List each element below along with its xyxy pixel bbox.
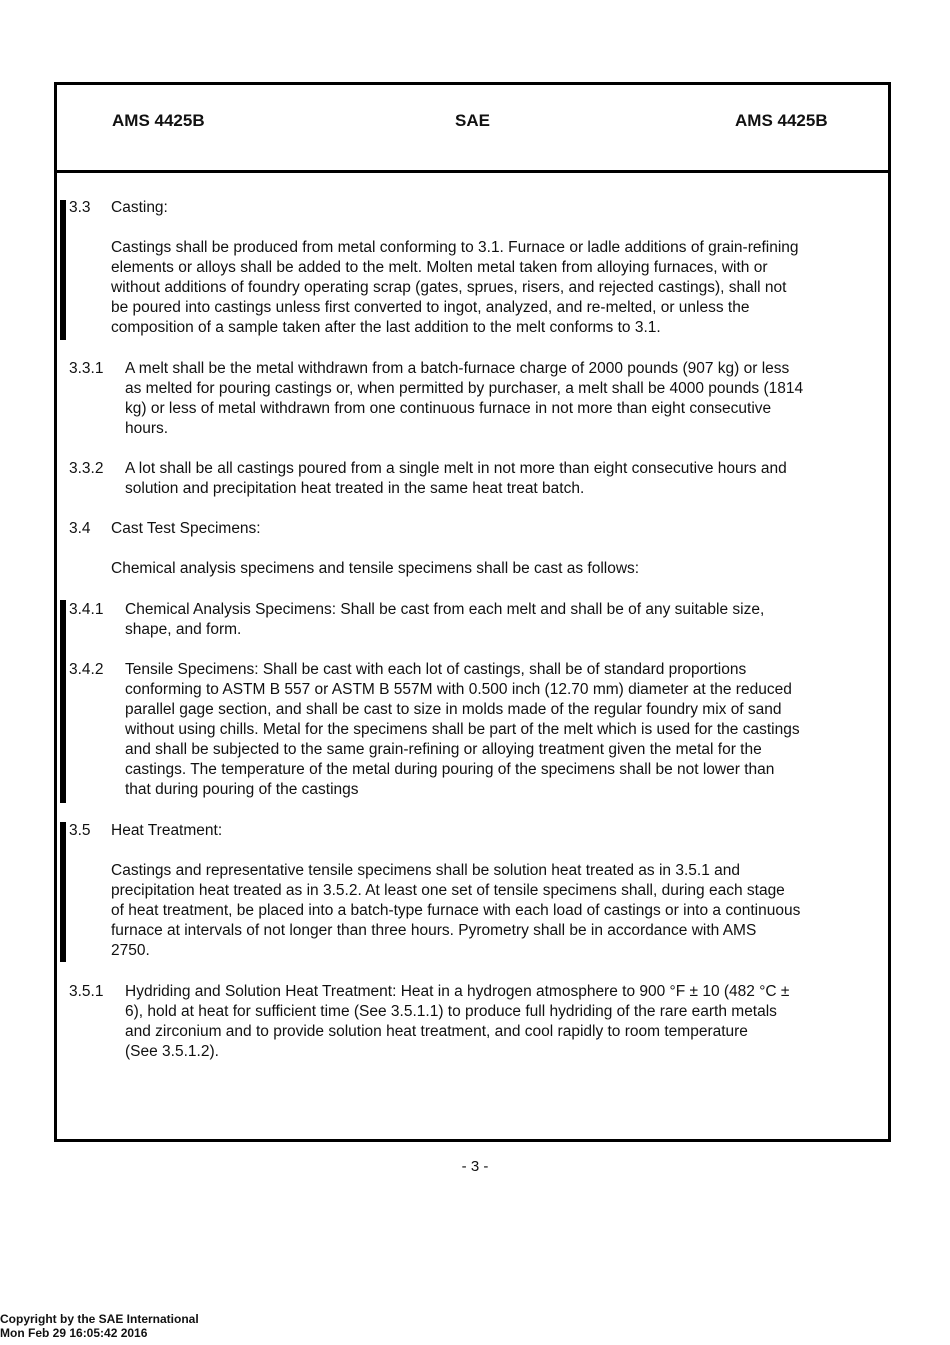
paragraph-line: A lot shall be all castings poured from a single melt in not more than eight consecutive hours and [125,460,787,477]
section-number: 3.4.1 [69,601,104,618]
paragraph-line: Castings shall be produced from metal conforming to 3.1. Furnace or ladle additions of grain-refining [111,239,799,256]
paragraph-line: and shall be subjected to the same grain-refining or alloying treatment given the metal for the [125,741,762,758]
paragraph-line: (See 3.5.1.2). [125,1043,219,1060]
paragraph-line: 6), hold at heat for sufficient time (See 3.5.1.1) to produce full hydriding of the rare earth metals [125,1003,777,1020]
copyright-text: Copyright by the SAE International [0,1312,199,1326]
header-doc-id-right: AMS 4425B [735,111,828,130]
paragraph-line: conforming to ASTM B 557 or ASTM B 557M with 0.500 inch (12.70 mm) diameter at the reduced [125,681,792,698]
paragraph-line: composition of a sample taken after the last addition to the melt conforms to 3.1. [111,319,661,336]
copyright-notice [0,1312,199,1340]
paragraph-line: of heat treatment, be placed into a batch-type furnace with each load of castings or into a continuous [111,902,801,919]
paragraph-line: A melt shall be the metal withdrawn from a batch-furnace charge of 2000 pounds (907 kg) or less [125,360,790,377]
header-doc-id-left: AMS 4425B [112,111,205,130]
section-number: 3.4.2 [69,661,104,678]
paragraph-line: Chemical Analysis Specimens: Shall be cast from each melt and shall be of any suitable size, [125,601,765,618]
paragraph-line: Chemical analysis specimens and tensile specimens shall be cast as follows: [111,560,640,577]
paragraph-line: Castings and representative tensile specimens shall be solution heat treated as in 3.5.1 and [111,862,740,879]
section-number: 3.3.2 [69,460,104,477]
paragraph-line: castings. The temperature of the metal during pouring of the specimens shall be not lower than [125,761,775,778]
revision-bar [60,600,66,803]
paragraph-line: Hydriding and Solution Heat Treatment: Heat in a hydrogen atmosphere to 900 °F ± 10 (482 °C ± [125,983,790,1000]
paragraph-line: as melted for pouring castings or, when permitted by purchaser, a melt shall be 4000 pounds (1814 [125,380,804,397]
section-title: Cast Test Specimens: [111,520,261,537]
page-number: - 3 - [461,1158,489,1175]
paragraph-line: without additions of foundry operating scrap (gates, sprues, risers, and rejected castings), shall not [111,279,787,296]
paragraph-line: hours. [125,420,169,437]
paragraph-line: furnace at intervals of not longer than three hours. Pyrometry shall be in accordance with AMS [111,922,757,939]
paragraph-line: be poured into castings unless first converted to ingot, analyzed, and re-melted, or unless the [111,299,750,316]
paragraph-line: shape, and form. [125,621,242,638]
revision-bar [60,200,66,340]
paragraph-line: kg) or less of metal withdrawn from one continuous furnace in not more than eight consecutive [125,400,772,417]
header-org: SAE [455,111,490,130]
paragraph-line: solution and precipitation heat treated in the same heat treat batch. [125,480,585,497]
section-number: 3.4 [69,520,91,537]
paragraph-line: precipitation heat treated as in 3.5.2. At least one set of tensile specimens shall, during each stage [111,882,785,899]
paragraph-line: 2750. [111,942,150,959]
paragraph-line: Tensile Specimens: Shall be cast with each lot of castings, shall be of standard proportions [125,661,747,678]
section-title: Heat Treatment: [111,822,223,839]
paragraph-line: parallel gage section, and shall be cast to size in molds made of the regular foundry mix of sand [125,701,782,718]
paragraph-line: and zirconium and to provide solution heat treatment, and cool rapidly to room temperature [125,1023,748,1040]
section-number: 3.3.1 [69,360,104,377]
section-number: 3.5.1 [69,983,104,1000]
section-number: 3.3 [69,199,91,216]
header-band [57,85,888,173]
paragraph-line: without using chills. Metal for the specimens shall be part of the melt which is used for the castings [125,721,800,738]
paragraph-line: elements or alloys shall be added to the melt. Molten metal taken from alloying furnaces, with or [111,259,768,276]
section-title: Casting: [111,199,168,216]
revision-bar [60,822,66,962]
section-number: 3.5 [69,822,91,839]
paragraph-line: that during pouring of the castings [125,781,359,798]
copyright-timestamp: Mon Feb 29 16:05:42 2016 [0,1326,148,1340]
